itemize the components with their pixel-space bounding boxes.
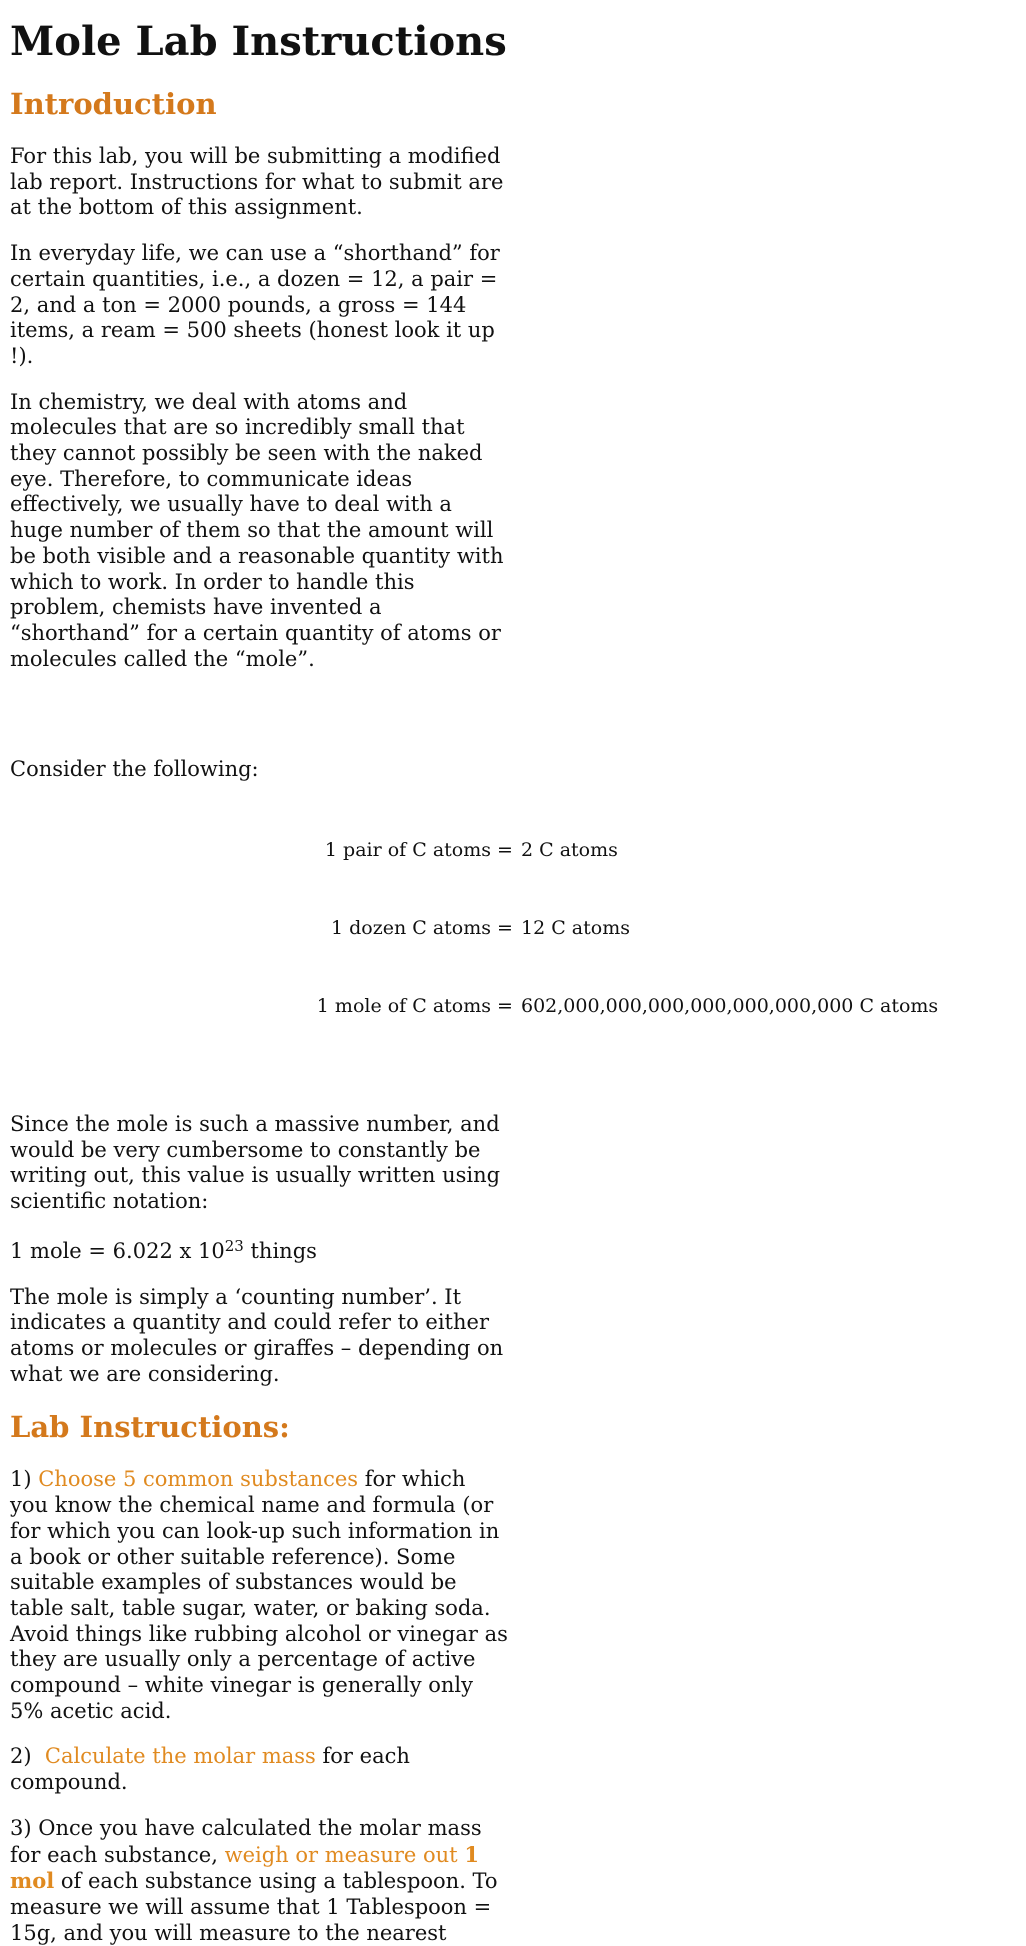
intro-paragraph-1: For this lab, you will be submitting a modified lab report. Instructions for what to submit are at the bottom of this assignment.	[10, 144, 504, 220]
intro-paragraph-2: In everyday life, we can use a “shorthand” for certain quantities, i.e., a dozen = 12, a pair = 2, and a ton = 2000 pounds, a gross = 144 items, a ream = 500 sheets (honest look it up !).	[10, 241, 500, 368]
intro-paragraph-3: In chemistry, we deal with atoms and molecules that are so incredibly small that they cannot possibly be seen with the naked eye. Therefore, to communicate ideas effectively, we usually have to deal with a huge number of them so that the amount will be both visible and a reasonable quantity with which to work. In order to handle this problem, chemists have invented a “shorthand” for a certain quantity of atoms or molecules called the “mole”.	[10, 389, 504, 671]
equivalence-row	[10, 837, 1010, 863]
step-highlight: weigh or measure out	[224, 1842, 465, 1867]
step-text: of each substance using a tablespoon. To measure we will assume that 1 Tablespoon = 15g, and you will measure to the nearest	[10, 1869, 498, 1945]
equivalence-left: 1 mole of C atoms	[316, 995, 491, 1018]
counting-paragraph: The mole is simply a ‘counting number’. It indicates a quantity and could refer to either atoms or molecules or giraffes – depending on what we are considering.	[10, 1284, 504, 1386]
step-highlight: Calculate the molar mass	[44, 1744, 316, 1769]
step-number: 1)	[10, 1467, 39, 1492]
step-number: 2)	[10, 1744, 45, 1769]
equivalence-left: 1 pair of C atoms	[324, 839, 491, 862]
formula-prefix: 1 mole = 6.022 x 10	[10, 1238, 225, 1263]
lab-instructions-heading: Lab Instructions:	[10, 1410, 290, 1445]
step-1	[10, 1467, 510, 1724]
equals-sign: =	[497, 917, 513, 940]
mole-formula	[10, 1236, 510, 1265]
step-text: for each compound.	[10, 1744, 410, 1795]
step-text: for which you know the chemical name and formula (or for which you can look-up such information in a book or other suitable reference). Some suitable examples of substances would be table salt, table sugar, water, or baking soda. Avoid things like rubbing alcohol or vinegar as they are usually only a percentage of active compound – white vinegar is generally only 5% acetic acid.	[10, 1467, 508, 1723]
step-highlight-bold: 1 mol	[10, 1841, 479, 1894]
consider-text: Consider the following:	[10, 757, 259, 782]
equivalence-row	[10, 915, 1010, 941]
step-2	[10, 1744, 510, 1795]
step-3	[10, 1816, 510, 1946]
equivalence-right: 602,000,000,000,000,000,000,000 C atoms	[521, 995, 939, 1018]
formula-exponent: 23	[224, 1236, 244, 1255]
equals-sign: =	[497, 839, 513, 862]
step-highlight: Choose 5 common substances	[38, 1467, 359, 1492]
equivalence-right: 2 C atoms	[521, 839, 618, 862]
equivalence-right: 12 C atoms	[521, 917, 630, 940]
step-text-pre: Once you have calculated the molar mass for each substance,	[10, 1815, 482, 1867]
document	[10, 0, 1016, 1946]
introduction-heading: Introduction	[10, 87, 217, 121]
equivalence-list	[10, 783, 1016, 1017]
step-number: 3)	[10, 1815, 39, 1840]
equivalence-left: 1 dozen C atoms	[330, 917, 491, 940]
equivalence-row	[10, 993, 1010, 1019]
formula-suffix: things	[243, 1238, 317, 1263]
since-paragraph: Since the mole is such a massive number, and would be very cumbersome to constantly be writing out, this value is usually written using scientific notation:	[10, 1112, 501, 1214]
page-title: Mole Lab Instructions	[10, 18, 507, 65]
equals-sign: =	[497, 995, 513, 1018]
